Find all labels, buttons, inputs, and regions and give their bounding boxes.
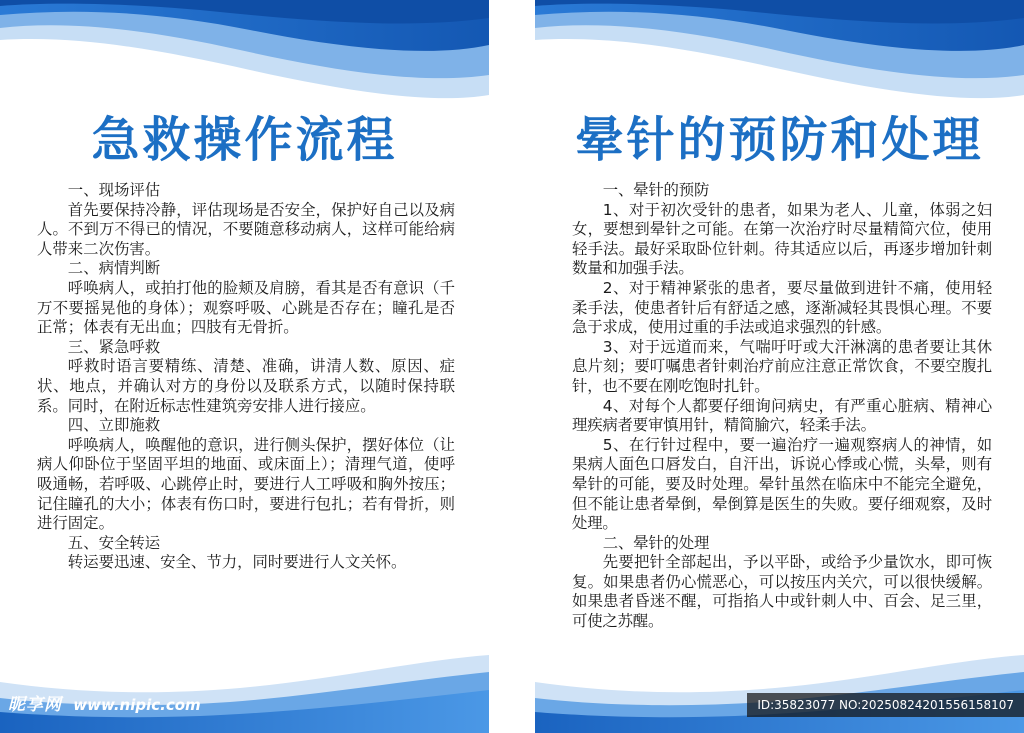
section-paragraph: 2、对于精神紧张的患者，要尽量做到进针不痛，使用轻柔手法，使患者针后有舒适之感，逐渐减轻其畏惧心理。不要急于求成，使用过重的手法或追求强烈的针感。 [572,278,992,337]
section-paragraph: 转运要迅速、安全、节力，同时要进行人文关怀。 [67,553,407,572]
poster-body-text [572,181,992,632]
section-paragraph: 首先要保持冷静，评估现场是否安全，保护好自己以及病人。不到万不得已的情况，不要随意移动病人，这样可能给病人带来二次伤害。 [37,200,455,258]
section-heading: 三、紧急呼救 [67,337,161,356]
section-heading: 五、安全转运 [67,533,161,552]
section-heading: 一、晕针的预防 [602,181,710,199]
section-heading: 一、现场评估 [67,181,161,199]
section-paragraph: 先要把针全部起出，予以平卧，或给予少量饮水，即可恢复。如果患者仍心慌恶心，可以按压内关穴，可以很快缓解。如果患者昏迷不醒，可指掐人中或针刺人中、百会、足三里，可使之苏醒。 [572,553,992,631]
page-title: 急救操作流程 [91,112,398,168]
site-watermark [8,694,201,716]
left-poster [0,0,489,733]
section-paragraph: 呼救时语言要精练、清楚、准确，讲清人数、原因、症状、地点，并确认对方的身份以及联系方式，以随时保持联系。同时，在附近标志性建筑旁安排人进行接应。 [37,357,455,415]
poster-body-text [37,181,455,573]
section-paragraph: 呼唤病人，或拍打他的脸颊及肩膀，看其是否有意识（千万不要摇晃他的身体）；观察呼吸、心跳是否存在；瞳孔是否正常；体表有无出血；四肢有无骨折。 [37,278,455,337]
watermark-logo: 昵享网 [8,695,62,715]
watermark-url: www.nipic.com [73,696,201,714]
section-paragraph: 4、对每个人都要仔细询问病史，有严重心脏病、精神心理疾病者要审慎用针，精简腧穴，轻柔手法。 [572,396,992,435]
section-paragraph: 呼唤病人，唤醒他的意识，进行侧头保护，摆好体位（让病人仰卧位于坚固平坦的地面、或床面上）；清理气道，使呼吸通畅，若呼吸、心跳停止时，要进行人工呼吸和胸外按压；记住瞳孔的大小；体表有伤口时，要进行包扎；若有骨折，则进行固定。 [37,435,455,533]
section-heading: 二、晕针的处理 [602,533,710,552]
section-paragraph: 1、对于初次受针的患者，如果为老人、儿童，体弱之妇女，要想到晕针之可能。在第一次治疗时尽量精简穴位，使用轻手法。最好采取卧位针刺。待其适应以后，再逐步增加针刺数量和加强手法。 [572,200,992,278]
section-heading: 四、立即施救 [67,416,161,435]
section-heading: 二、病情判断 [67,259,161,278]
section-paragraph: 5、在行针过程中，要一遍治疗一遍观察病人的神情，如果病人面色口唇发白，自汗出，诉说心悸或心慌，头晕，则有晕针的可能，要及时处理。晕针虽然在临床中不能完全避免，但不能让患者晕倒，晕倒算是医生的失败。要仔细观察，及时处理。 [572,435,992,533]
right-poster [535,0,1024,733]
image-id-label: ID:35823077 NO:20250824201556158107 [747,693,1024,717]
section-paragraph: 3、对于远道而来，气喘吁吁或大汗淋漓的患者要让其休息片刻；要叮嘱患者针刺治疗前应注意正常饮食，不要空腹扎针，也不要在刚吃饱时扎针。 [572,337,992,395]
page-title: 晕针的预防和处理 [575,112,984,168]
